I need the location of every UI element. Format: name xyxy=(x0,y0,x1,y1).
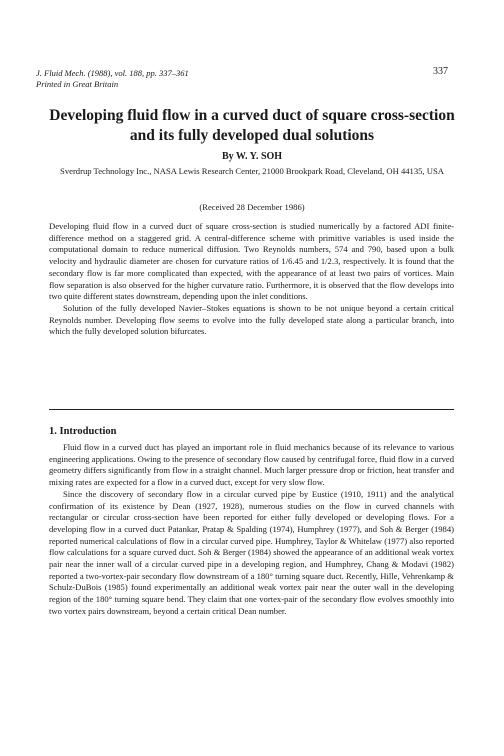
body-paragraph: Fluid flow in a curved duct has played an important role in fluid mechanics because of its relevance to various engineering applications. Owing to the presence of secondary flow caused by centrifugal force, fluid flow in a curved geometry differs significantly from flow in a straight channel. Much larger pressure drop or friction, heat transfer and mixing rates are expected for a flow in a curved duct, except for very slow flow. xyxy=(49,442,454,488)
running-header xyxy=(36,68,448,90)
body-paragraph: Since the discovery of secondary flow in a circular curved pipe by Eustice (1910, 1911) and the analytical confirmation of its existence by Dean (1927, 1928), numerous studies on the flow in curved channels with rectangular or circular cross-section have been reported for either fully developed or developing flows. For a developing flow in a curved duct Patankar, Pratap & Spalding (1974), Humphrey (1977), and Soh & Berger (1984) reported numerical calculations of flow in a circular curved pipe. Humphrey, Taylor & Whitelaw (1977) also reported flow calculations for a square curved duct. Soh & Berger (1984) showed the appearance of an additional weak vortex pair near the inner wall of a circular curved pipe in a developing region, and Humphrey, Chang & Modavi (1982) reported a two-vortex-pair secondary flow downstream of a 180° turning square duct. Recently, Hille, Vehrenkamp & Schulz-DuBois (1985) found experimentally an additional weak vortex pair near the outer wall in the developing region of the 180° turning square bend. They claim that one vortex-pair of the secondary flow evolves smoothly into two vortex pairs downstream, beyond a certain critical Dean number. xyxy=(49,488,454,616)
section-body xyxy=(49,442,454,618)
section-divider xyxy=(49,409,454,410)
abstract xyxy=(49,221,454,338)
journal-citation: J. Fluid Mech. (1988), vol. 188, pp. 337–361 xyxy=(36,68,189,78)
abstract-paragraph: Solution of the fully developed Navier–Stokes equations is shown to be not unique beyond a certain critical Reynolds number. Developing flow seems to evolve into the fully developed state along a particular branch, into which the fully developed solution bifurcates. xyxy=(49,302,454,337)
author-affiliation: Sverdrup Technology Inc., NASA Lewis Research Center, 21000 Brookpark Road, Cleveland, OH 44135, USA xyxy=(60,166,444,176)
abstract-paragraph: Developing fluid flow in a curved duct of square cross-section is studied numerically by a factored ADI finite-difference method on a staggered grid. A central-difference scheme with primitive variables is used inside the computational domain to reduce numerical diffusion. Two Reynolds numbers, 574 and 790, based upon a bulk velocity and hydraulic diameter are chosen for curvature ratios of 1/6.45 and 1/2.3, respectively. It is found that the secondary flow is far more complicated than expected, with the appearance of at least two pairs of vortices. Main flow separation is also observed for the higher curvature ratio. Furthermore, it is observed that the flow develops into two quite different states downstream, depending upon the inlet conditions. xyxy=(49,221,454,302)
paper-title: Developing fluid flow in a curved duct of square cross-section and its fully developed dual solutions xyxy=(49,107,455,144)
printed-in: Printed in Great Britain xyxy=(36,79,119,89)
page-number: 337 xyxy=(433,66,448,77)
section-heading: 1. Introduction xyxy=(49,426,117,437)
author-name: By W. Y. SOH xyxy=(221,151,283,162)
received-date: (Received 28 December 1986) xyxy=(199,202,305,212)
